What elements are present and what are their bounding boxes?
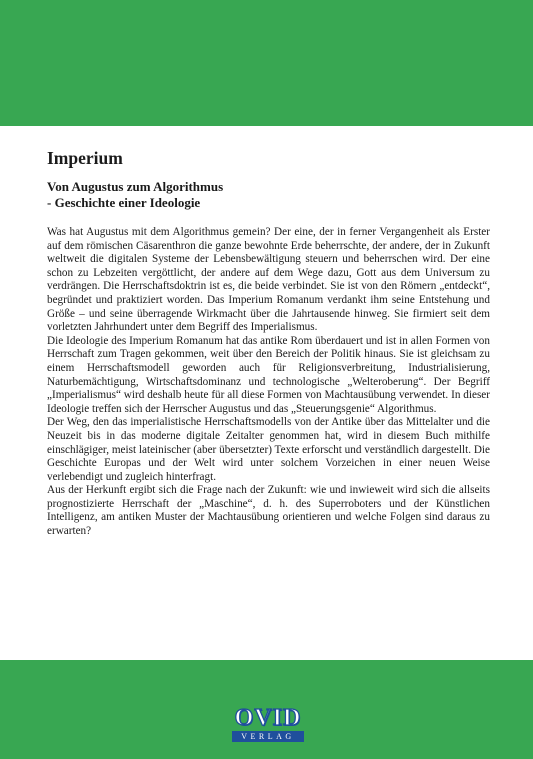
book-subtitle <box>47 179 490 211</box>
blurb <box>47 226 490 539</box>
blurb-paragraph: Was hat Augustus mit dem Algorithmus gemein? Der eine, der in ferner Vergangenheit als Erster auf dem römischen Cäsarenthron die ganze bewohnte Erde beherrschte, der andere, der in Zukunft weltweit die digitalen Systeme der Lebensbewältigung steuern und beherrschen wird. Der eine schon zu Lebzeiten vergöttlicht, der andere auf dem Wege dazu, Gott aus dem Universum zu verdrängen. Die Herrschaftsdoktrin ist es, die beide verbindet. Sie ist von den Römern „entdeckt“, begründet und praktiziert worden. Das Imperium Romanum verdankt ihm seine Entstehung und Größe – und seine überragende Wirkmacht über die Jahrtausende hinweg. Sie firmiert seit dem vorletzten Jahrhundert unter dem Begriff des Imperialismus. <box>47 226 490 334</box>
blurb-paragraph: Die Ideologie des Imperium Romanum hat das antike Rom überdauert und ist in allen Formen von Herrschaft zum Tragen gekommen, weit über den Bereich der Politik hinaus. Sie ist gleichsam zu einem Herrschaftsmodell geworden auch für Religionsverbreitung, Industrialisierung, Naturbemächtigung, Wirtschaftsdominanz und technologische „Welteroberung“. Der Begriff „Imperialismus“ wird deshalb heute für all diese Formen von Machtausübung verwendet. In dieser Ideologie treffen sich der Herrscher Augustus und das „Steuerungsgenie“ Algorithmus. <box>47 334 490 415</box>
top-green-band <box>0 0 533 126</box>
subtitle-line-1: Von Augustus zum Algorithmus <box>47 179 224 194</box>
back-cover-text <box>47 147 490 539</box>
logo-wordmark: OVID <box>234 705 302 731</box>
blurb-paragraph: Aus der Herkunft ergibt sich die Frage nach der Zukunft: wie und inwieweit wird sich die allseits prognostizierte Herrschaft der „Maschine“, d. h. des Superroboters und der Künstlichen Intelligenz, am antiken Muster der Machtausübung orientieren und welche Folgen sind daraus zu erwarten? <box>47 484 490 538</box>
blurb-paragraph: Der Weg, den das imperialistische Herrschaftsmodells von der Antike über das Mittelalter und die Neuzeit bis in das moderne digitale Zeitalter genommen hat, wird in diesem Buch mithilfe einschlägiger, meist lateinischer (aber übersetzter) Texte erforscht und verständlich dargestellt. Die Geschichte Europas und der Welt wird unter solchem Vorzeichen in einer neuen Weise verlebendigt und zugleich hinterfragt. <box>47 416 490 483</box>
book-title: Imperium <box>47 148 123 168</box>
logo-subline: VERLAG <box>232 731 304 742</box>
subtitle-line-2: - Geschichte einer Ideologie <box>47 195 201 210</box>
publisher-logo <box>230 706 306 746</box>
